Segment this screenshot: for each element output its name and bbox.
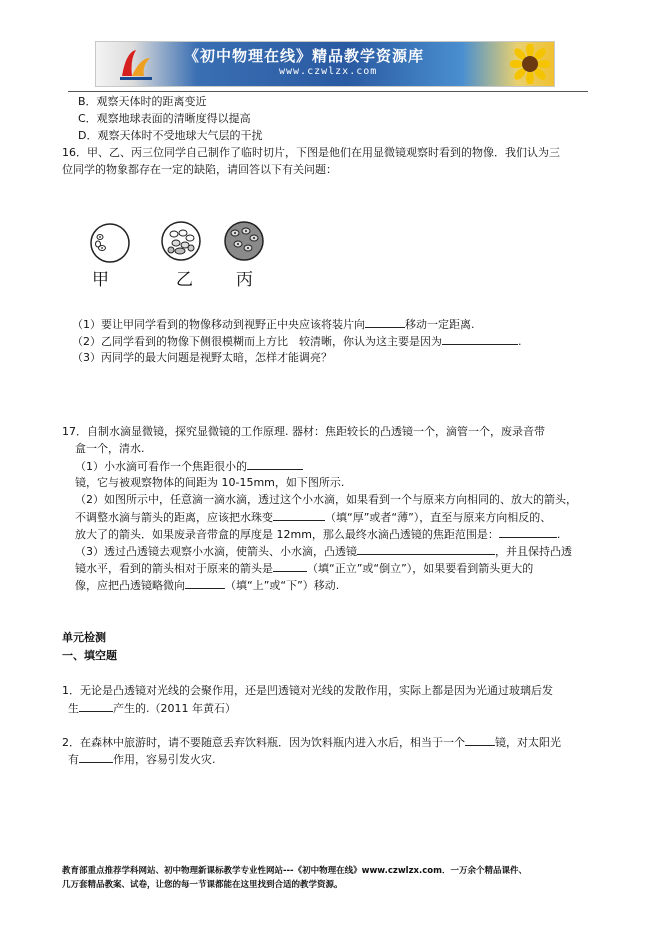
view-yi	[162, 222, 200, 260]
s1-q2-line2: 有 作用，容易引发火灾.	[68, 753, 216, 766]
q17-sub2-line2: 不调整水滴与箭头的距离，应该把水珠变 （填“厚”或者“薄”），直至与原来方向相反的、	[75, 511, 552, 524]
q17-line2: 盒一个，清水.	[75, 442, 145, 455]
s1-q1-line2: 生 产生的.（2011 年黄石）	[68, 702, 236, 715]
section-title: 一、填空题	[62, 649, 117, 662]
q17-sub2-line3: 放大了的箭头．如果废录音带盒的厚度是 12mm，那么最终水滴凸透镜的焦距范围是： .	[75, 528, 561, 541]
header-rule	[68, 91, 588, 92]
s1-q1-line1: 1．无论是凸透镜对光线的会聚作用，还是凹透镜对光线的发散作用，实际上都是因为光通过玻璃后发	[62, 684, 553, 697]
s1-q2-line1: 2．在森林中旅游时，请不要随意丢弃饮料瓶．因为饮料瓶内进入水后，相当于一个 镜，对太阳光	[62, 736, 561, 749]
q16-sub2: （2）乙同学看到的物像下侧很模糊而上方比 较清晰，你认为这主要是因为 .	[72, 335, 522, 348]
footer-line1: 教育部重点推荐学科网站、初中物理新课标教学专业性网站---《初中物理在线》www.czwlzx.com．一万余个精品课件、	[62, 866, 527, 876]
answer-blank[interactable]	[247, 458, 303, 470]
answer-blank[interactable]	[79, 751, 113, 763]
answer-blank[interactable]	[273, 560, 307, 572]
answer-blank[interactable]	[465, 734, 495, 746]
option-d: D．观察天体时不受地球大气层的干扰	[78, 129, 263, 142]
site-logo-icon	[116, 46, 156, 82]
answer-blank[interactable]	[79, 700, 113, 712]
view-bing	[225, 222, 263, 260]
q17-sub3-line1: （3）透过凸透镜去观察小水滴，使箭头、小水滴，凸透镜 ，并且保持凸透	[75, 545, 572, 558]
option-c: C．观察地球表面的清晰度得以提高	[78, 112, 251, 125]
q16-line2: 位同学的物象都存在一定的缺陷，请回答以下有关问题：	[62, 163, 337, 176]
answer-blank[interactable]	[185, 577, 225, 589]
q16-sub3: （3）丙同学的最大问题是视野太暗，怎样才能调亮？	[72, 351, 332, 364]
banner-url: www.czwlzx.com	[279, 66, 378, 77]
banner-title: 《初中物理在线》精品教学资源库	[184, 47, 425, 65]
q16-sub1: （1）要让甲同学看到的物像移动到视野正中央应该将装片向 移动一定距离.	[72, 318, 475, 331]
q17-sub3-line3: 像，应把凸透镜略微向 （填“上”或“下”）移动.	[75, 579, 340, 592]
q17-sub2-line1: （2）如图所示中，任意滴一滴水滴，透过这个小水滴，如果看到一个与原来方向相同的、放大的箭头，	[75, 493, 577, 506]
label-jia: 甲	[92, 270, 109, 290]
label-bing: 丙	[236, 270, 253, 290]
q17-sub1-line2: 镜，它与被观察物体的间距为 10-15mm，如下图所示.	[75, 476, 345, 489]
option-b: B．观察天体时的距离变近	[78, 95, 207, 108]
answer-blank[interactable]	[357, 543, 495, 555]
answer-blank[interactable]	[273, 509, 325, 521]
footer-line2: 几万套精品教案、试卷，让您的每一节课都能在这里找到合适的教学资源。	[62, 880, 343, 890]
answer-blank[interactable]	[442, 333, 518, 345]
unit-title: 单元检测	[62, 631, 106, 644]
view-jia	[91, 224, 129, 262]
q17-line1: 17．自制水滴显微镜，探究显微镜的工作原理. 器材：焦距较长的凸透镜一个，滴管一个，废录音带	[62, 425, 545, 438]
q16-line1: 16．甲、乙、丙三位同学自己制作了临时切片，下图是他们在用显微镜观察时看到的物像．我们认为三	[62, 146, 560, 159]
label-yi: 乙	[176, 270, 193, 290]
answer-blank[interactable]	[365, 316, 405, 328]
sunflower-icon	[510, 44, 550, 84]
q17-sub3-line2: 镜水平，看到的箭头相对于原来的箭头是 （填“正立”或“倒立”），如果要看到箭头更大的	[75, 562, 534, 575]
header-banner	[95, 41, 555, 87]
answer-blank[interactable]	[499, 526, 557, 538]
q17-sub1-line1: （1）小水滴可看作一个焦距很小的	[75, 458, 303, 475]
